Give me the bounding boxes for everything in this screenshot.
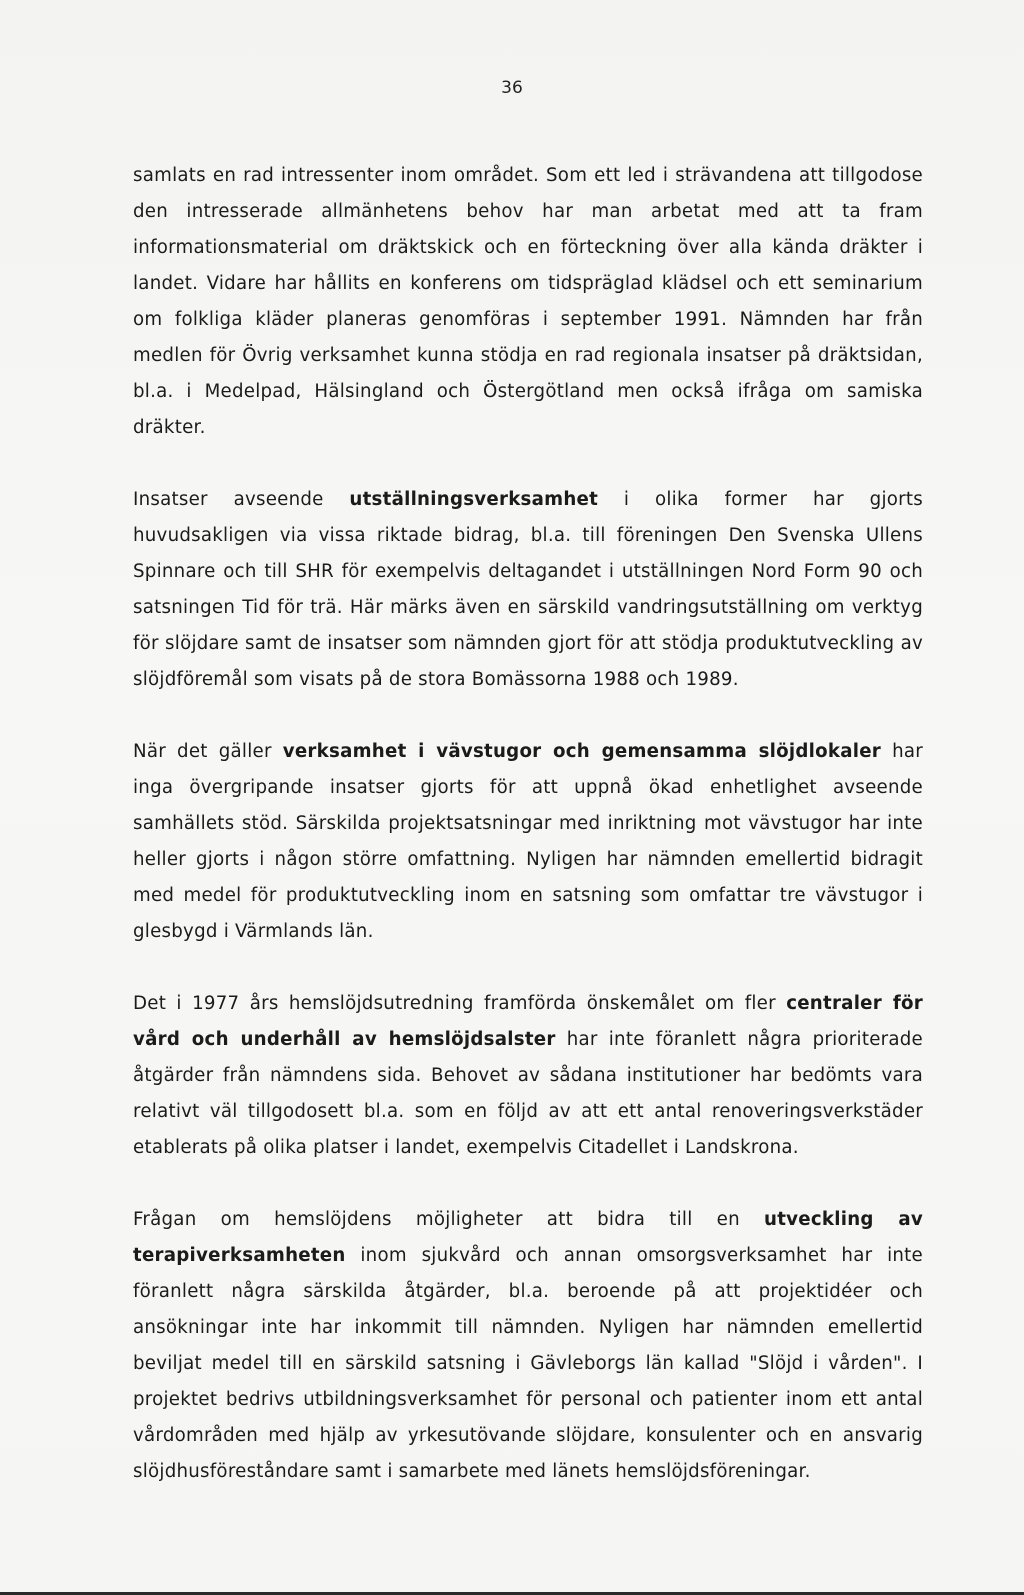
paragraph-text: När det gäller — [133, 741, 283, 762]
paragraph-text: Frågan om hemslöjdens möjligheter att bidra till en — [133, 1209, 765, 1230]
paragraph-text: Det i 1977 års hemslöjdsutredning framförda önskemålet om fler — [133, 993, 787, 1014]
page-number: 36 — [501, 78, 523, 98]
paragraph-text: har inte föranlett några prioriterade åtgärder från nämndens sida. Behovet av sådana institutioner har bedömts vara relativt väl tillgodosett bl.a. som en följd av att ett antal renoveringsverkstäder etablerats på olika platser i landet, exempelvis Citadellet i Landskrona. — [133, 1029, 923, 1158]
paragraph-drakter — [133, 158, 923, 446]
paragraph-vavstugor — [133, 734, 923, 950]
paragraph-text: inom sjukvård och annan omsorgsverksamhet har inte föranlett några särskilda åtgärder, bl.a. beroende på att projektidéer och ansökningar inte har inkommit till nämnden. Nyligen har nämnden emellertid beviljat medel till en särskild satsning i Gävleborgs län kallad "Slöjd i vården". I projektet bedrivs utbildningsverksamhet för personal och patienter inom ett antal vårdområden med hjälp av yrkesutövande slöjdare, konsulenter och en ansvarig slöjdhusföreståndare samt i samarbete med länets hemslöjdsföreningar. — [133, 1245, 923, 1482]
body-text — [133, 158, 923, 1526]
paragraph-terapi — [133, 1202, 923, 1490]
bold-term: utställningsverksamhet — [349, 489, 599, 510]
paragraph-centraler — [133, 986, 923, 1166]
bold-term: verksamhet i vävstugor och gemensamma slöjdlokaler — [282, 741, 882, 762]
paragraph-text: samlats en rad intressenter inom området. Som ett led i strävandena att tillgodose den intresserade allmänhetens behov har man arbetat med att ta fram informationsmaterial om dräktskick och en förteckning över alla kända dräkter i landet. Vidare har hållits en konferens om tidspräglad klädsel och ett seminarium om folkliga kläder planeras genomföras i september 1991. Nämnden har från medlen för Övrig verksamhet kunna stödja en rad regionala insatser på dräktsidan, bl.a. i Medelpad, Hälsingland och Östergötland men också ifråga om samiska dräkter. — [133, 165, 923, 438]
bold-term: centraler för vård och underhåll av hemslöjdsalster — [133, 993, 924, 1050]
paragraph-utstallning — [133, 482, 923, 698]
paragraph-text: Insatser avseende — [133, 489, 350, 510]
paragraph-text: har inga övergripande insatser gjorts för att uppnå ökad enhetlighet avseende samhällets stöd. Särskilda projektsatsningar med inriktning mot vävstugor har inte heller gjorts i någon större omfattning. Nyligen har nämnden emellertid bidragit med medel för produktutveckling inom en satsning som omfattar tre vävstugor i glesbygd i Värmlands län. — [133, 741, 923, 942]
bold-term: utveckling av terapiverksamheten — [133, 1209, 923, 1266]
paragraph-text: i olika former har gjorts huvudsakligen via vissa riktade bidrag, bl.a. till föreningen Den Svenska Ullens Spinnare och till SHR för exempelvis deltagandet i utställningen Nord Form 90 och satsningen Tid för trä. Här märks även en särskild vandringsutställning om verktyg för slöjdare samt de insatser som nämnden gjort för att stödja produktutveckling av slöjdföremål som visats på de stora Bomässorna 1988 och 1989. — [133, 489, 923, 690]
